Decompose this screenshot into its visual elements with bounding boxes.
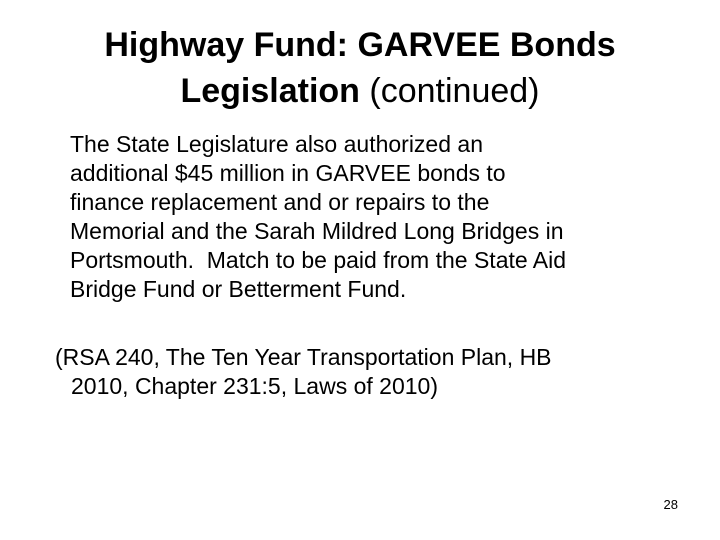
citation	[55, 343, 705, 401]
body-line: Bridge Fund or Betterment Fund.	[70, 276, 407, 302]
body-line: additional $45 million in GARVEE bonds to	[70, 160, 506, 186]
citation-line-2: 2010, Chapter 231:5, Laws of 2010)	[71, 373, 438, 399]
title-line-2	[0, 68, 720, 114]
body-paragraph	[70, 130, 700, 304]
body-line: Memorial and the Sarah Mildred Long Bridges in	[70, 218, 564, 244]
body-line: finance replacement and or repairs to the	[70, 189, 490, 215]
slide-title	[0, 22, 720, 114]
title-line-2-bold: Legislation	[180, 72, 360, 110]
body-line: The State Legislature also authorized an	[70, 131, 483, 157]
title-line-1: Highway Fund: GARVEE Bonds	[104, 26, 616, 64]
page-number: 28	[663, 497, 678, 512]
citation-line-1: (RSA 240, The Ten Year Transportation Plan, HB	[55, 344, 552, 370]
body-line: Portsmouth. Match to be paid from the State Aid	[70, 247, 567, 273]
title-line-2-normal: (continued)	[359, 72, 540, 110]
